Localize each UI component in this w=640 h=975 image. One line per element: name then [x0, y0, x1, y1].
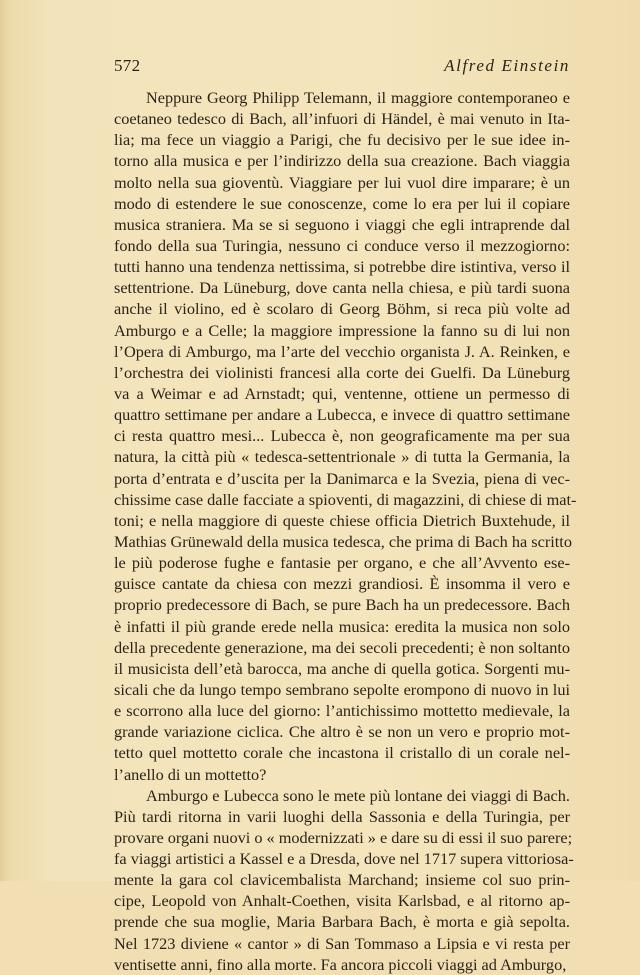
text-line: cipe, Leopold von Anhalt-Coethen, visita Karlsbad, e al ritorno ap-	[114, 891, 570, 911]
text-line: della precedente generazione, ma dei secoli precedenti; è non soltanto	[114, 637, 570, 657]
paragraph	[114, 785, 574, 975]
text-line: è infatti il più grande erede nella musica: eredita la musica non solo	[114, 616, 570, 636]
text-line: fondo della sua Turingia, nessuno ci conduce verso il mezzogiorno:	[114, 235, 570, 255]
text-line: Nel 1723 diviene « cantor » di San Tommaso a Lipsia e vi resta per	[114, 933, 570, 953]
text-line: mente la gara col clavicembalista Marchand; insieme col suo prin-	[114, 870, 570, 890]
text-line: tetto quel mottetto corale che incastona il cristallo di un corale nel-	[114, 743, 570, 763]
text-line: provare organi nuovi o « modernizzati » e dare su di essi il suo parere;	[114, 827, 573, 847]
text-line: Amburgo e Lubecca sono le mete più lontane dei viaggi di Bach.	[146, 785, 570, 805]
text-line: Mathias Grünewald della musica tedesca, che prima di Bach ha scritto	[114, 531, 572, 551]
text-line: anche il violino, ed è scolaro di Georg Böhm, si reca più volte ad	[114, 299, 570, 319]
text-line: chissime case dalle facciate a spioventi, di magazzini, di chiese di mat-	[114, 489, 577, 509]
text-line: sicali che da lungo tempo sembrano sepolte erompono di nuovo in lui	[114, 679, 570, 699]
text-line: Più tardi ritorna in varii luoghi della Sassonia e della Turingia, per	[114, 806, 570, 826]
text-line: l’Opera di Amburgo, ma l’arte del vecchio organista J. A. Reinken, e	[114, 341, 570, 361]
text-line: settentrione. Da Lüneburg, dove canta nella chiesa, e più tardi suona	[114, 278, 570, 298]
paragraph	[114, 87, 577, 785]
page-gutter-shadow	[0, 0, 8, 881]
text-line: modo di estendere le sue conoscenze, come lo era per lui il copiare	[114, 193, 570, 213]
text-line: prende che sua moglie, Maria Barbara Bach, è morta e già sepolta.	[114, 912, 570, 932]
text-line: ventisette anni, fino alla morte. Fa ancora piccoli viaggi ad Amburgo,	[114, 954, 567, 974]
text-line: le più poderose fughe e fantasie per organo, e che all’Avvento ese-	[114, 553, 570, 573]
text-line: molto nella sua gioventù. Viaggiare per lui vuol dire imparare; è un	[114, 172, 570, 192]
text-line: toni; e nella maggiore di queste chiese officia Dietrich Buxtehude, il	[114, 510, 570, 530]
text-line: va a Weimar e ad Arnstadt; qui, ventenne, ottiene un permesso di	[114, 383, 570, 403]
text-line: lia; ma fece un viaggio a Parigi, che fu decisivo per le sue idee in-	[114, 130, 570, 150]
text-line: porta d’entrata e d’uscita per la Danimarca e la Svezia, piena di vec-	[114, 468, 570, 488]
text-line: Amburgo e a Celle; la maggiore impressione la fanno su di lui non	[114, 320, 570, 340]
text-line: coetaneo tedesco di Bach, all’infuori di Händel, è mai venuto in Ita-	[114, 109, 570, 129]
text-line: il musicista dell’età barocca, ma anche di quella gotica. Sorgenti mu-	[114, 658, 570, 678]
text-line: Neppure Georg Philipp Telemann, il maggiore contemporaneo e	[146, 88, 570, 107]
text-line: fa viaggi artistici a Kassel e a Dresda, dove nel 1717 supera vittoriosa-	[114, 849, 574, 869]
body-text	[114, 87, 577, 975]
running-head-author: Alfred Einstein	[444, 56, 570, 75]
text-line: tutti hanno una tendenza nettissima, si potrebbe dire istintiva, verso il	[114, 257, 570, 277]
text-line: l’orchestra dei violinisti francesi alla corte dei Guelfi. Da Lüneburg	[114, 362, 570, 382]
text-line: natura, la città più « tedesca-settentrionale » di tutta la Germania, la	[114, 447, 570, 467]
text-line: proprio predecessore di Bach, se pure Bach ha un predecessore. Bach	[114, 595, 570, 615]
text-line: torno alla musica e per l’indirizzo della sua creazione. Bach viaggia	[114, 151, 570, 171]
page-header	[114, 56, 570, 78]
text-line: grande variazione ciclica. Che altro è se non un vero e proprio mot-	[114, 722, 570, 742]
page-number: 572	[114, 56, 141, 75]
text-line: guisce cantate da chiesa con mezzi grandiosi. È insomma il vero e	[114, 574, 570, 594]
text-line: ci resta quattro mesi... Lubecca è, non geograficamente ma per sua	[114, 426, 570, 446]
text-line: l’anello di un mottetto?	[114, 764, 267, 784]
text-line: quattro settimane per andare a Lubecca, e invece di quattro settimane	[114, 405, 570, 425]
text-line: musica straniera. Ma se si seguono i viaggi che egli intraprende dal	[114, 214, 570, 234]
text-line: e scorrono alla luce del giorno: l’antichissimo mottetto medievale, la	[114, 701, 570, 721]
